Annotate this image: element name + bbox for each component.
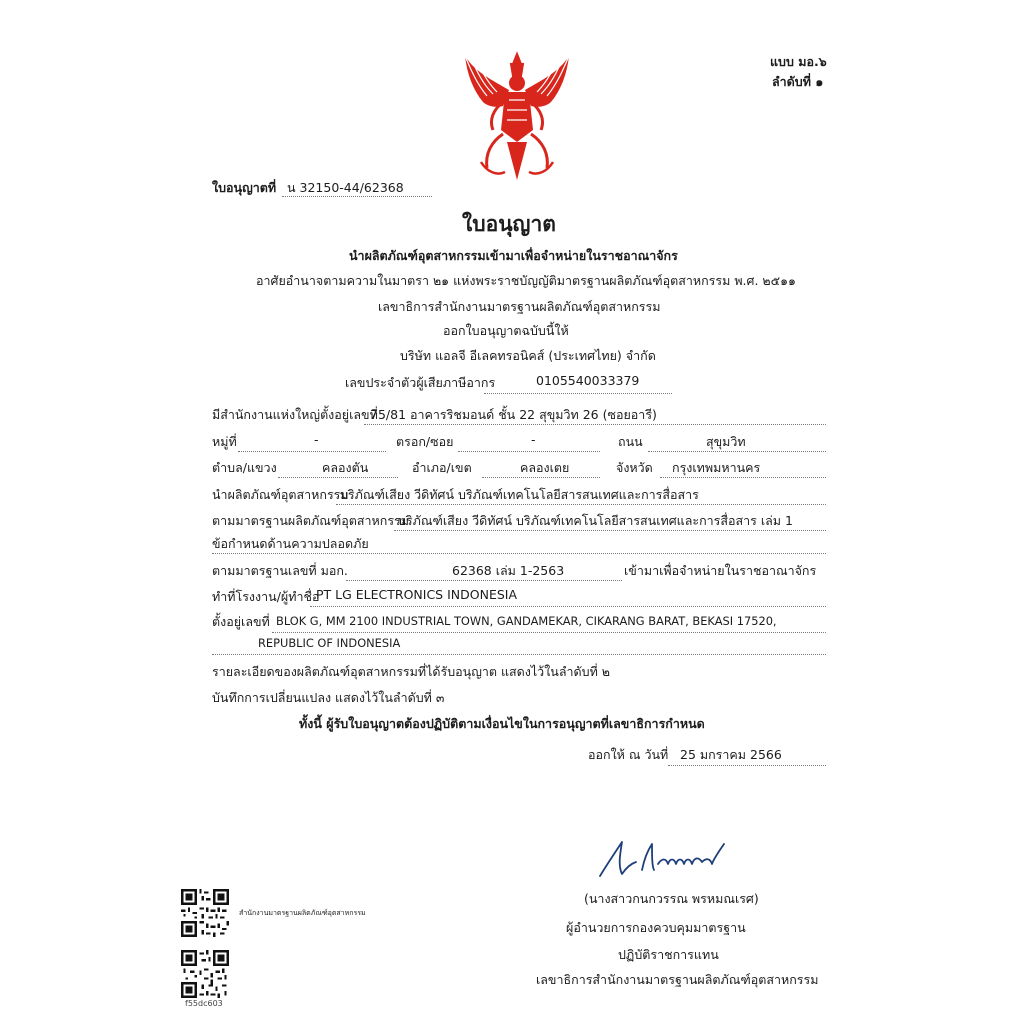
company-name: บริษัท แอลจี อีเลคทรอนิคส์ (ประเทศไทย) จำกัด xyxy=(400,348,656,363)
license-no-value: น 32150-44/62368 xyxy=(287,180,404,195)
form-order: ลำดับที่ ๑ xyxy=(772,74,824,89)
issued-line xyxy=(668,765,826,766)
standard-no-suffix: เข้ามาเพื่อจำหน่ายในราชอาณาจักร xyxy=(624,563,817,578)
standard-no-value: 62368 เล่ม 1-2563 xyxy=(452,563,565,578)
license-no-label: ใบอนุญาตที่ xyxy=(212,180,277,195)
form-code: แบบ มอ.๖ xyxy=(770,54,827,69)
document-subtitle: นำผลิตภัณฑ์อุตสาหกรรมเข้ามาเพื่อจำหน่ายในราชอาณาจักร xyxy=(349,248,678,263)
moo-value: - xyxy=(314,432,319,447)
hq-label: มีสำนักงานแห่งใหญ่ตั้งอยู่เลขที่ xyxy=(212,407,378,422)
authority-line-3: ออกใบอนุญาตฉบับนี้ให้ xyxy=(443,323,569,338)
factory-address-label: ตั้งอยู่เลขที่ xyxy=(212,614,270,629)
province-label: จังหวัด xyxy=(616,460,653,475)
hq-value: 75/81 อาคารริชมอนด์ ชั้น 22 สุขุมวิท 26 (ซอยอารี) xyxy=(370,407,657,422)
signer-position: ผู้อำนวยการกองควบคุมมาตรฐาน xyxy=(566,920,746,935)
qr-code-icon xyxy=(181,950,229,998)
standard-line xyxy=(394,530,826,531)
details-note: รายละเอียดของผลิตภัณฑ์อุตสาหกรรมที่ได้รับอนุญาต แสดงไว้ในลำดับที่ ๒ xyxy=(212,664,611,679)
road-line xyxy=(648,451,826,452)
factory-value: PT LG ELECTRONICS INDONESIA xyxy=(316,587,518,602)
province-line xyxy=(660,477,826,478)
signer-acting: ปฏิบัติราชการแทน xyxy=(618,947,719,962)
qr-code-icon xyxy=(181,889,229,937)
soi-label: ตรอก/ซอย xyxy=(396,434,454,449)
district-value: คลองเตย xyxy=(520,460,570,475)
taxpayer-value: 0105540033379 xyxy=(536,373,640,388)
district-line xyxy=(482,477,600,478)
standard-no-label: ตามมาตรฐานเลขที่ มอก. xyxy=(212,563,348,578)
authority-line-1: อาศัยอำนาจตามความในมาตรา ๒๑ แห่งพระราชบัญญัติมาตรฐานผลิตภัณฑ์อุตสาหกรรม พ.ศ. ๒๕๑๑ xyxy=(256,273,796,288)
standard-label: ตามมาตรฐานผลิตภัณฑ์อุตสาหกรรม xyxy=(212,513,409,528)
qr-caption: สำนักงานมาตรฐานผลิตภัณฑ์อุตสาหกรรม xyxy=(239,909,366,917)
standard-value: บริภัณฑ์เสียง วีดิทัศน์ บริภัณฑ์เทคโนโลยีสารสนเทศและการสื่อสาร เล่ม 1 xyxy=(398,513,793,528)
standard-line-2-dots xyxy=(212,553,826,554)
license-no-line xyxy=(282,196,432,197)
signature-icon xyxy=(596,836,736,884)
factory-label: ทำที่โรงงาน/ผู้ทำชื่อ xyxy=(212,589,320,604)
road-label: ถนน xyxy=(618,434,643,449)
province-value: กรุงเทพมหานคร xyxy=(672,460,761,475)
road-value: สุขุมวิท xyxy=(706,434,746,449)
product-value: บริภัณฑ์เสียง วีดิทัศน์ บริภัณฑ์เทคโนโลยีสารสนเทศและการสื่อสาร xyxy=(340,487,699,502)
product-label: นำผลิตภัณฑ์อุตสาหกรรม xyxy=(212,487,349,502)
district-label: อำเภอ/เขต xyxy=(412,460,472,475)
factory-address-line-1: BLOK G, MM 2100 INDUSTRIAL TOWN, GANDAMEKAR, CIKARANG BARAT, BEKASI 17520, xyxy=(276,614,777,628)
factory-line xyxy=(310,606,826,607)
soi-value: - xyxy=(531,432,536,447)
condition-note: ทั้งนี้ ผู้รับใบอนุญาตต้องปฏิบัติตามเงื่อนไขในการอนุญาตที่เลขาธิการกำหนด xyxy=(299,716,705,731)
moo-line xyxy=(238,451,386,452)
taxpayer-line xyxy=(484,393,672,394)
factory-address-dots-1 xyxy=(272,632,826,633)
issued-label: ออกให้ ณ วันที่ xyxy=(588,747,669,762)
factory-address-line-2: REPUBLIC OF INDONESIA xyxy=(258,636,401,650)
factory-address-dots-2 xyxy=(212,654,826,655)
standard-no-line xyxy=(346,580,622,581)
standard-line-2: ข้อกำหนดด้านความปลอดภัย xyxy=(212,536,369,551)
subdistrict-label: ตำบล/แขวง xyxy=(212,460,277,475)
qr-code-text: f55dc603 xyxy=(185,999,223,1008)
soi-line xyxy=(458,451,600,452)
document-title: ใบอนุญาต xyxy=(462,212,556,236)
signer-on-behalf: เลขาธิการสำนักงานมาตรฐานผลิตภัณฑ์อุตสาหกรรม xyxy=(536,972,819,987)
moo-label: หมู่ที่ xyxy=(212,434,237,449)
subdistrict-value: คลองตัน xyxy=(322,460,369,475)
authority-line-2: เลขาธิการสำนักงานมาตรฐานผลิตภัณฑ์อุตสาหกรรม xyxy=(378,299,661,314)
taxpayer-label: เลขประจำตัวผู้เสียภาษีอากร xyxy=(345,375,496,390)
hq-line xyxy=(364,424,826,425)
signer-name: (นางสาวกนกวรรณ พรหมณเรศ) xyxy=(584,891,759,906)
issued-value: 25 มกราคม 2566 xyxy=(680,747,782,762)
subdistrict-line xyxy=(278,477,398,478)
product-line xyxy=(336,504,826,505)
changes-note: บันทึกการเปลี่ยนแปลง แสดงไว้ในลำดับที่ ๓ xyxy=(212,690,445,705)
garuda-emblem-icon xyxy=(456,50,578,185)
